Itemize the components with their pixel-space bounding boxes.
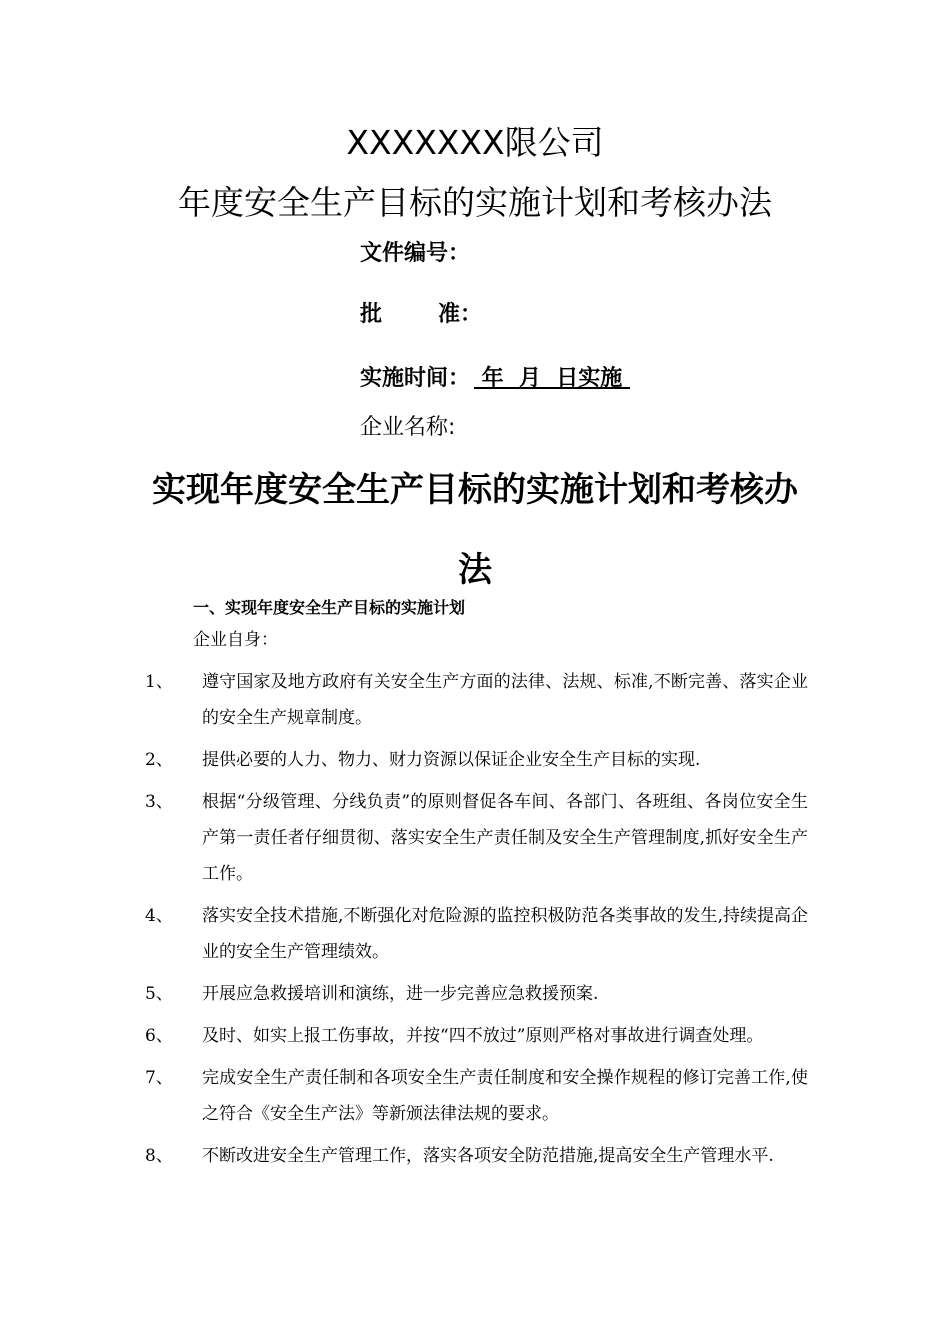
section-intro: 企业自身： (193, 630, 278, 650)
main-title: 实现年度安全生产目标的实施计划和考核办法 (152, 470, 798, 590)
item-number: 7、 (145, 1068, 173, 1088)
plan-item-list (0, 664, 950, 1180)
list-item (0, 784, 950, 892)
item-number: 3、 (145, 792, 173, 812)
item-text: 根据“分级管理、分线负责”的原则督促各车间、各部门、各班组、各岗位安全生产第一责任者仔细贯彻、落实安全生产责任制及安全生产管理制度,抓好安全生产工作。 (202, 792, 808, 884)
item-number: 1、 (145, 672, 173, 692)
list-item (0, 898, 950, 970)
item-text: 及时、如实上报工伤事故，并按“四不放过”原则严格对事故进行调查处理。 (202, 1026, 764, 1046)
item-text: 落实安全技术措施,不断强化对危险源的监控积极防范各类事故的发生,持续提高企业的安全生产管理绩效。 (202, 906, 808, 962)
enterprise-name-label: 企业名称: (360, 415, 456, 440)
file-number-field (360, 238, 470, 270)
implementation-time-field (360, 363, 630, 395)
item-number: 5、 (145, 984, 173, 1004)
item-number: 4、 (145, 906, 173, 926)
file-number-label: 文件编号： (360, 241, 471, 266)
item-number: 8、 (145, 1146, 173, 1166)
approval-label-part1: 批 (360, 302, 383, 327)
item-text: 提供必要的人力、物力、财力资源以保证企业安全生产目标的实现. (202, 750, 701, 770)
list-item (0, 1138, 950, 1174)
implementation-time-value: 年 月 日实施 (474, 366, 630, 391)
item-text: 完成安全生产责任制和各项安全生产责任制度和安全操作规程的修订完善工作,使之符合《安全生产法》等新颁法律法规的要求。 (202, 1068, 808, 1124)
list-item (0, 742, 950, 778)
item-number: 2、 (145, 750, 173, 770)
document-title: 年度安全生产目标的实施计划和考核办法 (178, 183, 772, 222)
item-text: 遵守国家及地方政府有关安全生产方面的法律、法规、标准,不断完善、落实企业的安全生产规章制度。 (202, 672, 808, 728)
implementation-time-label: 实施时间： (360, 366, 471, 391)
company-name: XXXXXXX限公司 (346, 123, 604, 162)
item-text: 不断改进安全生产管理工作，落实各项安全防范措施,提高安全生产管理水平. (202, 1146, 774, 1166)
list-item (0, 976, 950, 1012)
list-item (0, 664, 950, 736)
item-text: 开展应急救援培训和演练，进一步完善应急救援预案. (202, 984, 599, 1004)
enterprise-name-field (360, 412, 455, 444)
item-number: 6、 (145, 1026, 173, 1046)
approval-field (360, 299, 482, 331)
list-item (0, 1060, 950, 1132)
list-item (0, 1018, 950, 1054)
approval-label-part2: 准： (438, 302, 483, 327)
section-heading: 一、实现年度安全生产目标的实施计划 (193, 598, 466, 617)
